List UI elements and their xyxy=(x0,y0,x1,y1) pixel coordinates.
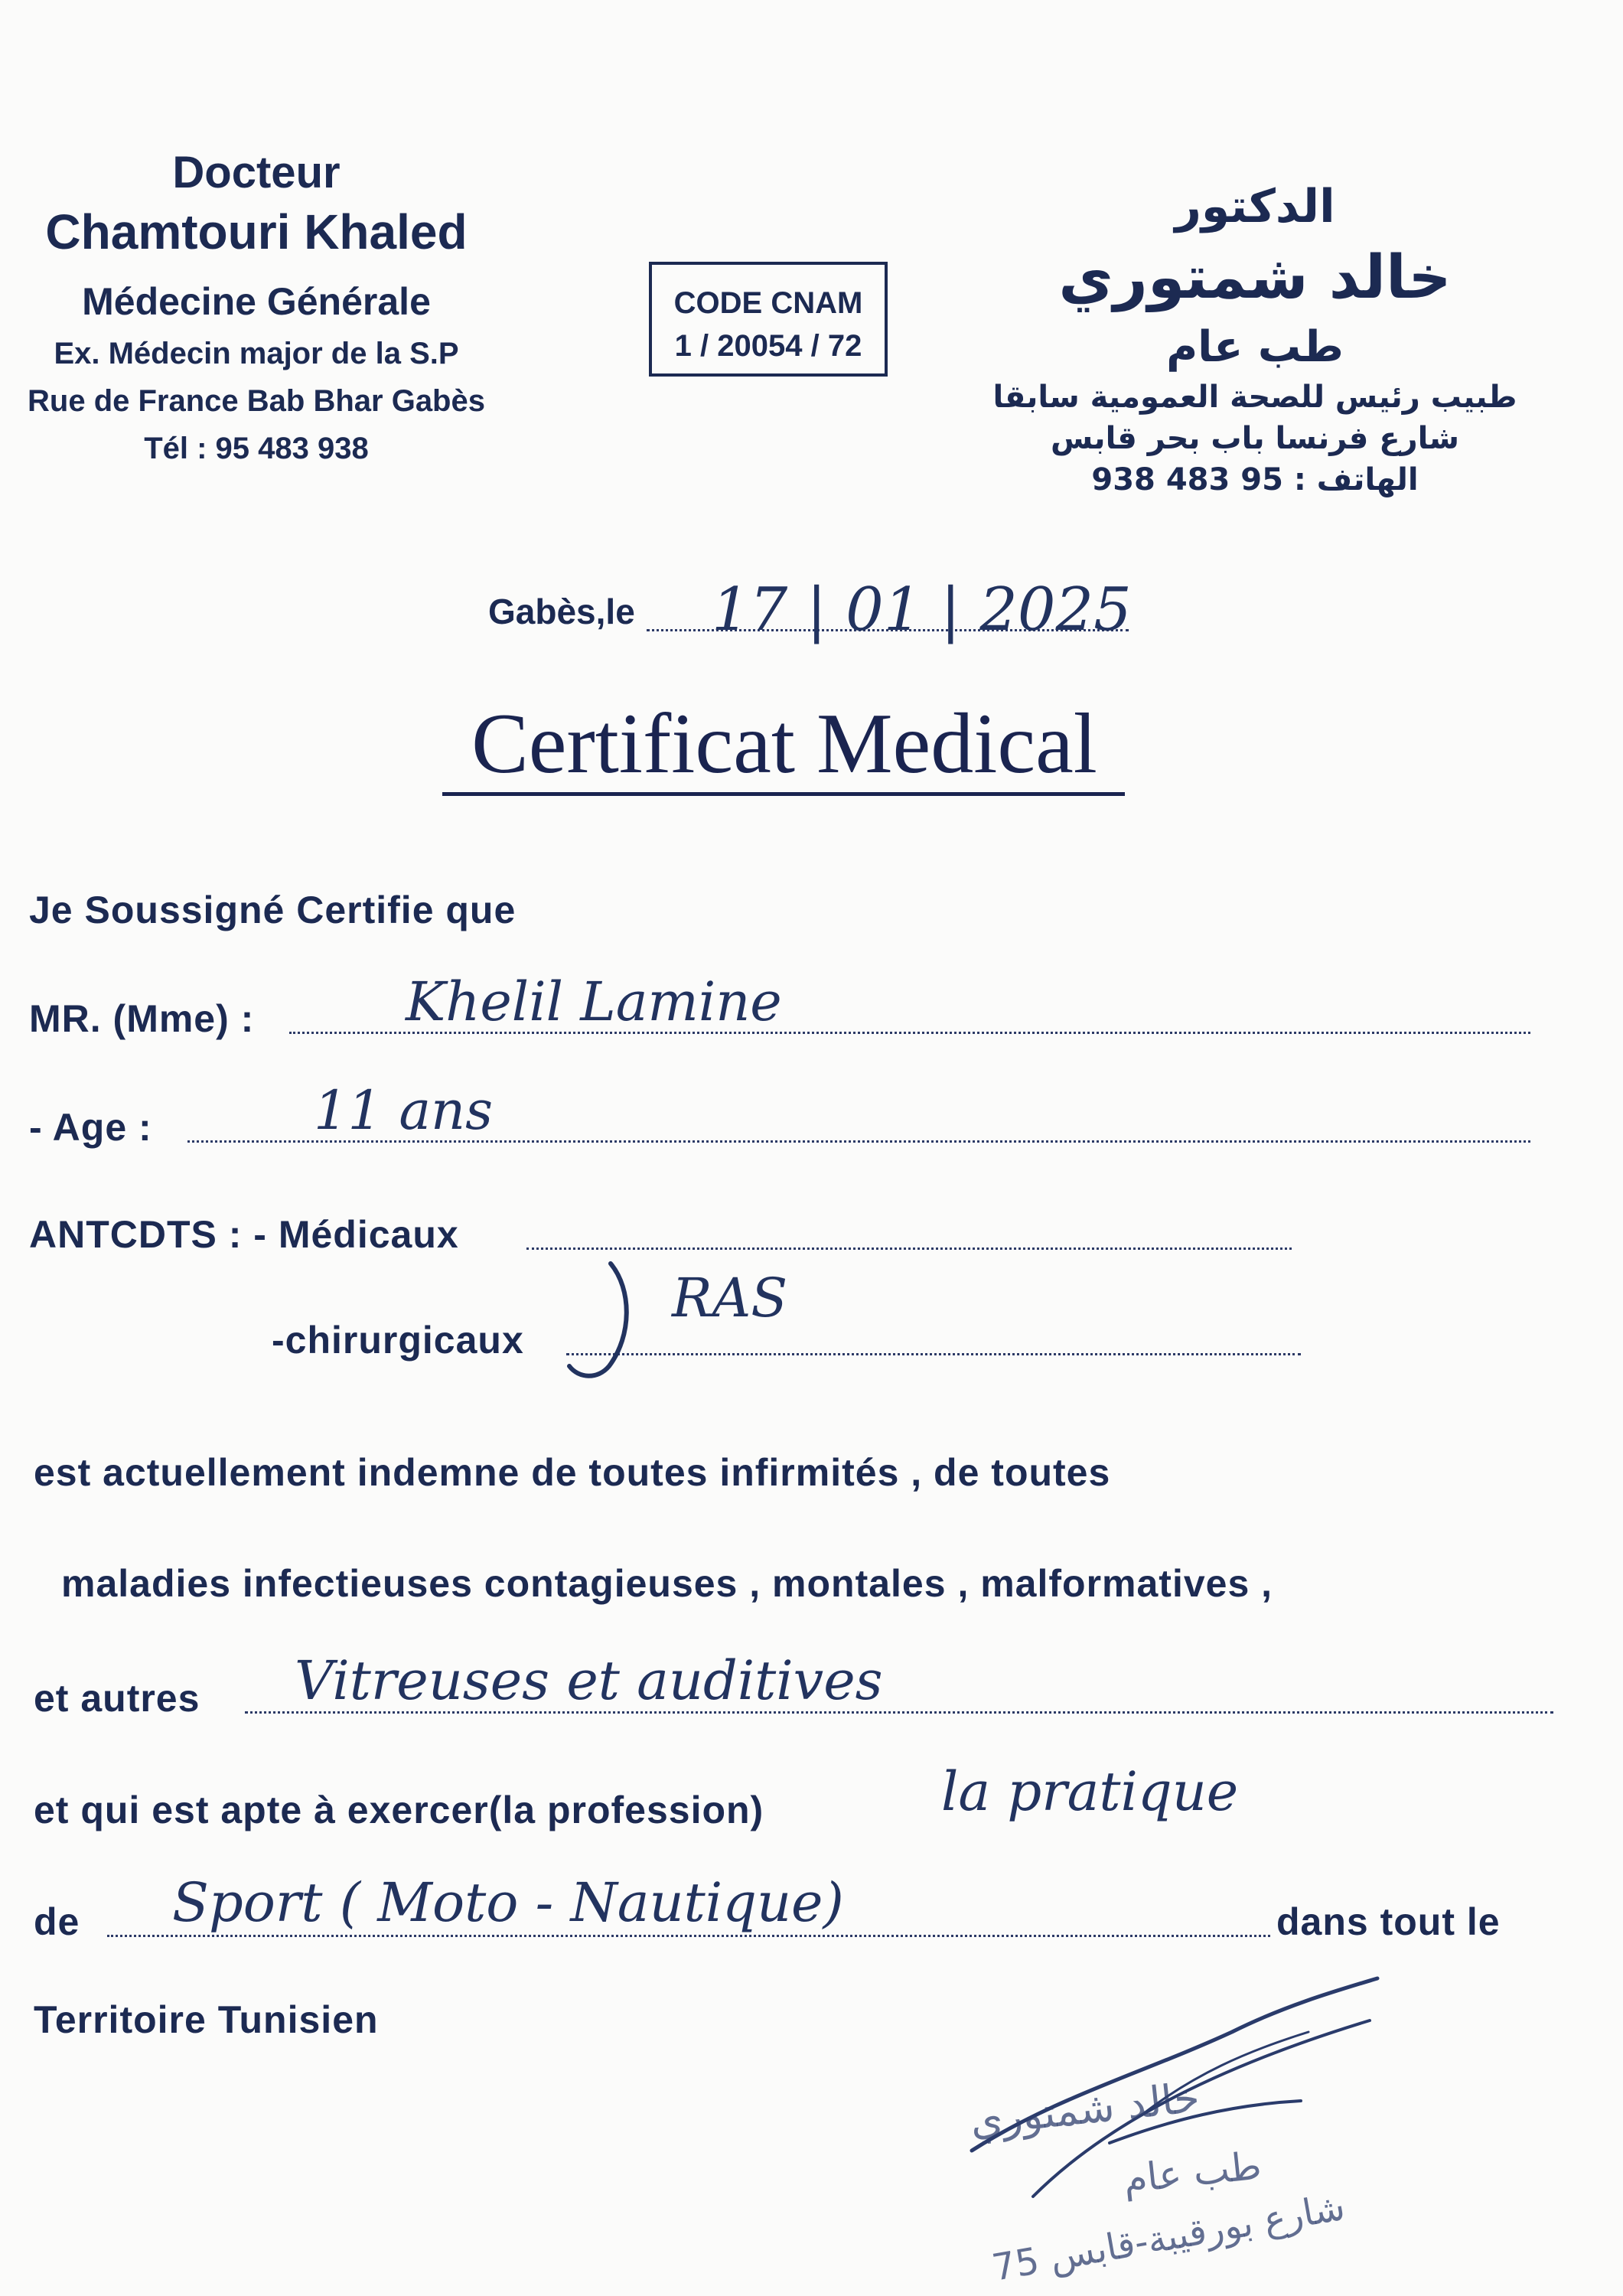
intro-text: Je Soussigné Certifie que xyxy=(29,889,517,931)
doctor-header-arabic xyxy=(972,176,1538,501)
doctor-signature-stamp xyxy=(941,1959,1416,2296)
apt-handwritten: la pratique xyxy=(941,1760,1239,1823)
doctor-specialty-arabic: طب عام xyxy=(1166,322,1344,373)
age-label: - Age : xyxy=(29,1106,152,1149)
sport-handwritten: Sport ( Moto - Nautique) xyxy=(172,1871,844,1934)
sport-de-label: de xyxy=(34,1900,80,1943)
statement-line-1: est actuellement indemne de toutes infirmités , de toutes xyxy=(34,1451,1111,1494)
sport-dots xyxy=(107,1935,1270,1937)
brace-handwritten xyxy=(563,1259,640,1381)
date-handwritten: 17 | 01 | 2025 xyxy=(712,576,1132,644)
title-underline xyxy=(442,792,1125,796)
others-handwritten: Vitreuses et auditives xyxy=(295,1649,883,1712)
stamp-line-3: 75 شارع بورقيبة-قابس xyxy=(989,2185,1348,2290)
doctor-name-arabic: خالد شمتوري xyxy=(1058,243,1452,312)
stamp-line-2: طب عام xyxy=(1121,2143,1264,2202)
others-label: et autres xyxy=(34,1677,200,1720)
doctor-phone: Tél : 95 483 938 xyxy=(144,432,369,465)
doctor-address-arabic: شارع فرنسا باب بحر قابس xyxy=(1051,420,1459,456)
antecedents-medical-dots xyxy=(526,1247,1292,1250)
stamp-line-1: خالد شمتوري xyxy=(967,2073,1202,2145)
doctor-specialty: Médecine Générale xyxy=(82,279,431,323)
antecedents-surgical-dots xyxy=(566,1353,1301,1355)
cnam-code-box xyxy=(649,262,888,377)
doctor-phone-arabic: الهاتف : 95 483 938 xyxy=(1091,461,1419,497)
doctor-former-role-arabic: طبيب رئيس للصحة العمومية سابقا xyxy=(992,379,1517,415)
date-label: Gabès,le xyxy=(488,592,635,631)
antecedents-handwritten: RAS xyxy=(672,1267,788,1329)
doctor-title-arabic: الدكتور xyxy=(1175,180,1335,233)
doctor-title: Docteur xyxy=(172,148,341,197)
cnam-code: 1 / 20054 / 72 xyxy=(674,329,862,363)
age-handwritten: 11 ans xyxy=(314,1079,494,1142)
doctor-address: Rue de France Bab Bhar Gabès xyxy=(28,384,485,418)
doctor-name: Chamtouri Khaled xyxy=(45,204,468,259)
antecedents-surgical-label: -chirurgicaux xyxy=(272,1319,524,1362)
doctor-header-french xyxy=(0,145,513,468)
patient-name-handwritten: Khelil Lamine xyxy=(406,970,782,1033)
patient-name-label: MR. (Mme) : xyxy=(29,997,255,1040)
document-title: Certificat Medical xyxy=(471,696,1097,791)
antecedents-medical-label: ANTCDTS : - Médicaux xyxy=(29,1213,459,1256)
dans-tout-label: dans tout le xyxy=(1276,1900,1501,1943)
apt-label: et qui est apte à exercer(la profession) xyxy=(34,1789,764,1831)
territory-text: Territoire Tunisien xyxy=(34,1998,379,2041)
doctor-former-role: Ex. Médecin major de la S.P xyxy=(54,337,459,370)
cnam-label: CODE CNAM xyxy=(673,286,863,320)
statement-line-2: maladies infectieuses contagieuses , montales , malformatives , xyxy=(61,1562,1273,1605)
